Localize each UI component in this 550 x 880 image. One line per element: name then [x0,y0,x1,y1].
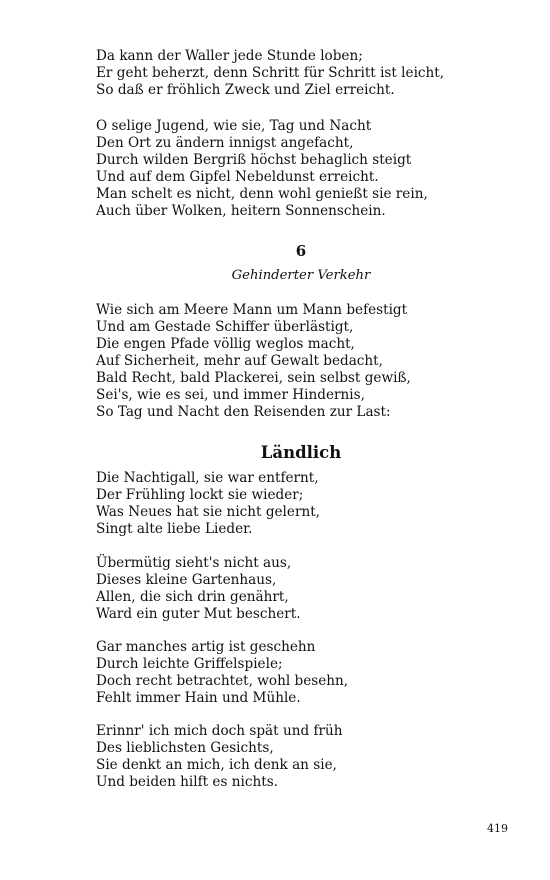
verse-line: So daß er fröhlich Zweck und Ziel erreicht. [96,82,395,98]
verse-line: Bald Recht, bald Plackerei, sein selbst gewiß, [96,370,411,386]
verse-line: Er geht beherzt, denn Schritt für Schritt ist leicht, [96,65,445,81]
verse-line: Doch recht betrachtet, wohl besehn, [96,673,349,689]
verse-line: Gar manches artig ist geschehn [96,639,316,655]
verse-line: O selige Jugend, wie sie, Tag und Nacht [96,118,372,134]
page-number: 419 [487,822,508,835]
verse-line: Auch über Wolken, heitern Sonnenschein. [96,203,386,219]
stanza [96,470,496,538]
verse-line: Und auf dem Gipfel Nebeldunst erreicht. [96,169,379,185]
section-number: 6 [295,242,307,260]
section-subtitle: Gehinderter Verkehr [231,268,371,283]
verse-line: Man schelt es nicht, denn wohl genießt sie rein, [96,186,428,202]
verse-line: Was Neues hat sie nicht gelernt, [96,504,320,520]
verse-line: Erinnr' ich mich doch spät und früh [96,723,343,739]
stanza [96,48,496,99]
verse-line: Singt alte liebe Lieder. [96,521,253,537]
verse-line: Die engen Pfade völlig weglos macht, [96,336,355,352]
verse-line: Und beiden hilft es nichts. [96,774,278,790]
verse-line: Dieses kleine Gartenhaus, [96,572,277,588]
stanza [96,118,496,220]
verse-line: Da kann der Waller jede Stunde loben; [96,48,363,64]
verse-line: Ward ein guter Mut beschert. [96,606,301,622]
stanza [96,302,496,421]
verse-line: Sei's, wie es sei, und immer Hindernis, [96,387,365,403]
verse-line: Allen, die sich drin genährt, [96,589,289,605]
verse-line: Und am Gestade Schiffer überlästigt, [96,319,354,335]
verse-line: Der Frühling lockt sie wieder; [96,487,304,503]
verse-line: Durch wilden Bergriß höchst behaglich steigt [96,152,412,168]
verse-line: Durch leichte Griffelspiele; [96,656,283,672]
verse-line: Übermütig sieht's nicht aus, [96,555,292,571]
verse-line: Die Nachtigall, sie war entfernt, [96,470,319,486]
verse-line: Fehlt immer Hain und Mühle. [96,690,301,706]
stanza [96,639,496,707]
verse-line: So Tag und Nacht den Reisenden zur Last: [96,404,391,420]
verse-line: Wie sich am Meere Mann um Mann befestigt [96,302,408,318]
verse-line: Sie denkt an mich, ich denk an sie, [96,757,337,773]
verse-line: Des lieblichsten Gesichts, [96,740,274,756]
stanza [96,723,496,791]
verse-line: Den Ort zu ändern innigst angefacht, [96,135,354,151]
stanza [96,555,496,623]
poem-title: Ländlich [260,443,342,462]
verse-line: Auf Sicherheit, mehr auf Gewalt bedacht, [96,353,383,369]
